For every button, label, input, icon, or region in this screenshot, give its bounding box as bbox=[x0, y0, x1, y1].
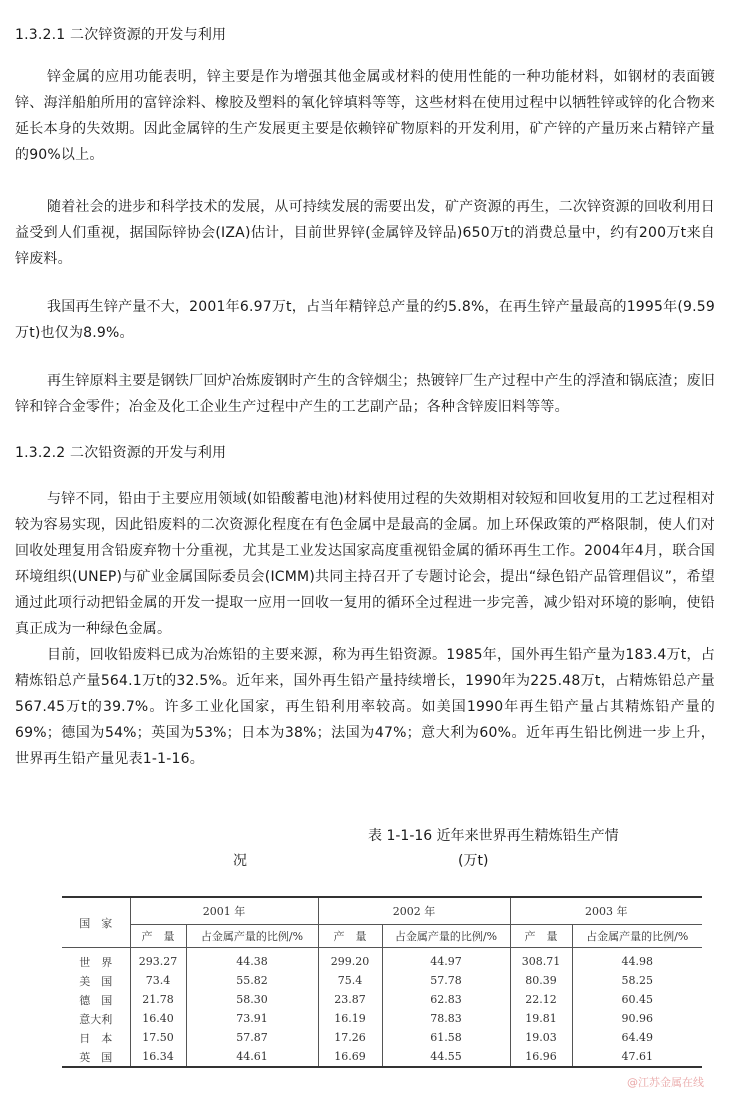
table-row bbox=[62, 1009, 702, 1028]
zinc-paragraph-3: 我国再生锌产量不大，2001年6.97万t，占当年精锌总产量的约5.8%，在再生锌产量最高的1995年(9.59万t)也仅为8.9%。 bbox=[15, 299, 715, 341]
ratio-subheader: 占金属产量的比例/% bbox=[382, 925, 510, 948]
output-subheader: 产 量 bbox=[510, 925, 572, 948]
lead-section-heading: 1.3.2.2 二次铅资源的开发与利用 bbox=[15, 445, 227, 461]
output-2003-cell: 16.96 bbox=[510, 1047, 572, 1067]
country-cell: 日 本 bbox=[79, 1031, 113, 1045]
output-subheader: 产 量 bbox=[318, 925, 382, 948]
year-header-2003: 2003 年 bbox=[510, 897, 702, 925]
ratio-2001-cell: 58.30 bbox=[186, 990, 318, 1009]
output-2001-cell: 73.4 bbox=[130, 971, 186, 990]
output-2003-cell: 22.12 bbox=[510, 990, 572, 1009]
table-caption-line-2: 况 bbox=[233, 853, 247, 869]
ratio-2003-cell: 90.96 bbox=[572, 1009, 702, 1028]
ratio-2003-cell: 64.49 bbox=[572, 1028, 702, 1047]
watermark-logo: @江苏金属在线 bbox=[627, 1076, 704, 1089]
year-header-2001: 2001 年 bbox=[130, 897, 318, 925]
output-2003-cell: 80.39 bbox=[510, 971, 572, 990]
table-row bbox=[62, 990, 702, 1009]
ratio-2002-cell: 61.58 bbox=[382, 1028, 510, 1047]
table-row bbox=[62, 1028, 702, 1047]
ratio-2001-cell: 57.87 bbox=[186, 1028, 318, 1047]
ratio-2002-cell: 62.83 bbox=[382, 990, 510, 1009]
table-row bbox=[62, 948, 702, 972]
lead-paragraph-1: 与锌不同，铅由于主要应用领域(如铅酸蓄电池)材料使用过程的失效期相对较短和回收复用的工艺过程相对较为容易实现，因此铅废料的二次资源化程度在有色金属中是最高的金属。加上环保政策的严格限制，使人们对回收处理复用含铅废弃物十分重视，尤其是工业发达国家高度重视铅金属的循环再生工作。2004年4月，联合国环境组织(UNEP)与矿业金属国际委员会(ICMM)共同主持召开了专题讨论会，提出“绿色铅产品管理倡议”，希望通过此项行动把铅金属的开发一提取一应用一回收一复用的循环全过程进一步完善，减少铅对环境的影响，使铅真正成为一种绿色金属。 bbox=[15, 491, 715, 637]
output-2002-cell: 16.19 bbox=[318, 1009, 382, 1028]
output-2002-cell: 16.69 bbox=[318, 1047, 382, 1067]
lead-paragraph-2: 目前，回收铅废料已成为冶炼铅的主要来源，称为再生铅资源。1985年，国外再生铅产量为183.4万t，占精炼铅总产量564.1万t的32.5%。近年来，国外再生铅产量持续增长，1990年为225.48万t，占精炼铅总产量567.45万t的39.7%。许多工业化国家，再生铅利用率较高。如美国1990年再生铅产量占其精炼铅产量的69%；德国为54%；英国为53%；日本为38%；法国为47%；意大利为60%。近年再生铅比例进一步上升，世界再生铅产量见表1-1-16。 bbox=[15, 647, 715, 767]
ratio-2003-cell: 60.45 bbox=[572, 990, 702, 1009]
output-2002-cell: 75.4 bbox=[318, 971, 382, 990]
ratio-2001-cell: 44.38 bbox=[186, 948, 318, 972]
output-2001-cell: 16.40 bbox=[130, 1009, 186, 1028]
table-unit-label: (万t) bbox=[458, 853, 489, 869]
output-2001-cell: 17.50 bbox=[130, 1028, 186, 1047]
ratio-2003-cell: 47.61 bbox=[572, 1047, 702, 1067]
zinc-paragraph-1: 锌金属的应用功能表明，锌主要是作为增强其他金属或材料的使用性能的一种功能材料，如钢材的表面镀锌、海洋船舶所用的富锌涂料、橡胶及塑料的氧化锌填料等等，这些材料在使用过程中以牺牲锌或锌的化合物来延长本身的失效期。因此金属锌的生产发展更主要是依赖锌矿物原料的开发利用，矿产锌的产量历来占精锌产量的90%以上。 bbox=[15, 69, 715, 163]
ratio-2002-cell: 57.78 bbox=[382, 971, 510, 990]
output-2001-cell: 21.78 bbox=[130, 990, 186, 1009]
lead-production-table bbox=[62, 896, 702, 1068]
output-2002-cell: 23.87 bbox=[318, 990, 382, 1009]
output-2002-cell: 299.20 bbox=[318, 948, 382, 972]
ratio-2002-cell: 78.83 bbox=[382, 1009, 510, 1028]
output-2001-cell: 16.34 bbox=[130, 1047, 186, 1067]
table-caption-line-1: 表 1-1-16 近年来世界再生精炼铅生产情 bbox=[368, 828, 619, 844]
country-cell: 美 国 bbox=[79, 974, 113, 988]
country-column-header: 国 家 bbox=[62, 897, 130, 948]
country-cell: 英 国 bbox=[62, 1047, 130, 1067]
ratio-2001-cell: 44.61 bbox=[186, 1047, 318, 1067]
ratio-subheader: 占金属产量的比例/% bbox=[572, 925, 702, 948]
ratio-2001-cell: 55.82 bbox=[186, 971, 318, 990]
table-row bbox=[62, 971, 702, 990]
output-2001-cell: 293.27 bbox=[130, 948, 186, 972]
table-row bbox=[62, 1047, 702, 1067]
country-cell: 德 国 bbox=[79, 993, 113, 1007]
ratio-2003-cell: 44.98 bbox=[572, 948, 702, 972]
output-2002-cell: 17.26 bbox=[318, 1028, 382, 1047]
ratio-2002-cell: 44.55 bbox=[382, 1047, 510, 1067]
ratio-2003-cell: 58.25 bbox=[572, 971, 702, 990]
output-subheader: 产 量 bbox=[130, 925, 186, 948]
ratio-subheader: 占金属产量的比例/% bbox=[186, 925, 318, 948]
output-2003-cell: 19.03 bbox=[510, 1028, 572, 1047]
country-cell: 世 界 bbox=[79, 955, 113, 969]
country-cell: 意大利 bbox=[79, 1012, 113, 1026]
ratio-2002-cell: 44.97 bbox=[382, 948, 510, 972]
ratio-2001-cell: 73.91 bbox=[186, 1009, 318, 1028]
output-2003-cell: 19.81 bbox=[510, 1009, 572, 1028]
year-header-2002: 2002 年 bbox=[318, 897, 510, 925]
zinc-paragraph-2: 随着社会的进步和科学技术的发展，从可持续发展的需要出发，矿产资源的再生，二次锌资源的回收利用日益受到人们重视，据国际锌协会(IZA)估计，目前世界锌(金属锌及锌品)650万t的消费总量中，约有200万t来自锌废料。 bbox=[15, 199, 715, 267]
zinc-section-heading: 1.3.2.1 二次锌资源的开发与利用 bbox=[15, 27, 227, 43]
zinc-paragraph-4: 再生锌原料主要是钢铁厂回炉冶炼废钢时产生的含锌烟尘；热镀锌厂生产过程中产生的浮渣和锅底渣；废旧锌和锌合金零件；冶金及化工企业生产过程中产生的工艺副产品；各种含锌废旧料等等。 bbox=[15, 373, 715, 415]
output-2003-cell: 308.71 bbox=[510, 948, 572, 972]
